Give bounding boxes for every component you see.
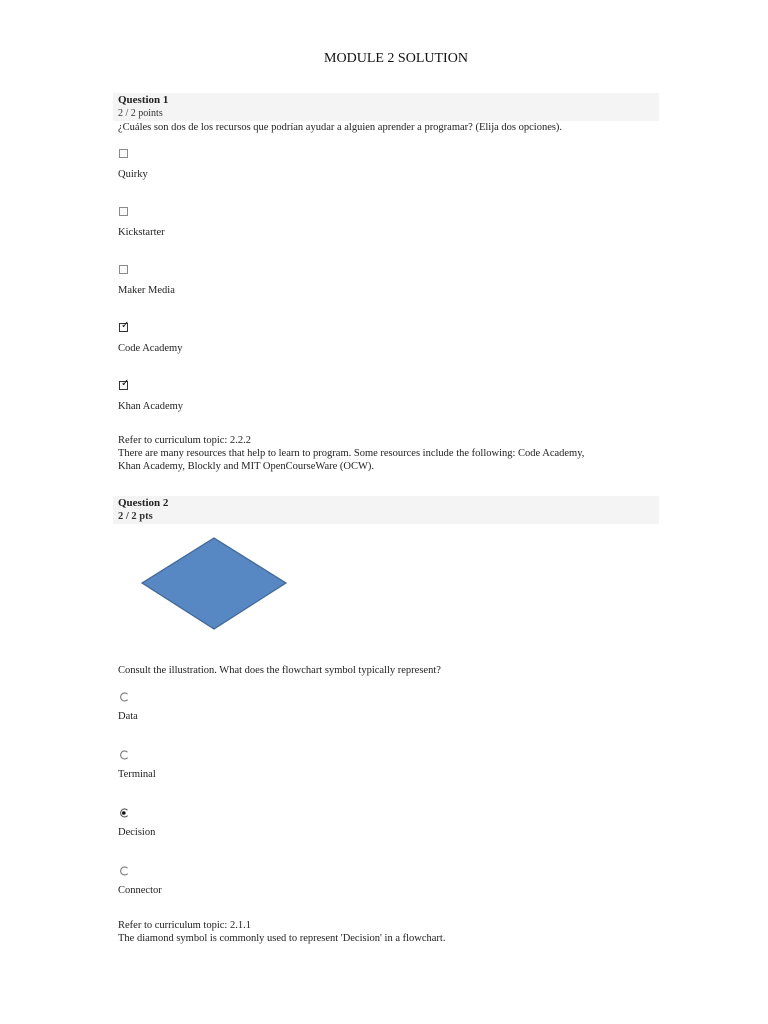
- flowchart-diamond-illustration: [140, 536, 290, 632]
- q1-option-label: Quirky: [118, 169, 148, 180]
- question-1-score: 2 / 2 points: [118, 108, 163, 119]
- q1-checkbox-khan-academy[interactable]: [119, 378, 130, 390]
- question-1-prompt: ¿Cuáles son dos de los recursos que podrían ayudar a alguien aprender a programar? (Elija dos opciones).: [118, 122, 563, 133]
- question-2-title: Question 2: [118, 497, 169, 509]
- q1-checkbox-kickstarter[interactable]: [119, 207, 128, 216]
- q2-option-label: Decision: [118, 827, 156, 838]
- q1-checkbox-maker-media[interactable]: [119, 265, 128, 274]
- q2-radio-decision[interactable]: [119, 808, 129, 818]
- question-2-score: 2 / 2 pts: [118, 511, 153, 522]
- question-2-feedback-text: The diamond symbol is commonly used to represent 'Decision' in a flowchart.: [118, 933, 446, 944]
- question-2-prompt: Consult the illustration. What does the flowchart symbol typically represent?: [118, 665, 441, 676]
- q1-checkbox-code-academy[interactable]: [119, 320, 130, 332]
- diamond-symbol: [142, 538, 286, 629]
- q2-radio-terminal[interactable]: [119, 750, 129, 760]
- question-1-header: [113, 93, 659, 121]
- q2-radio-data[interactable]: [119, 692, 129, 702]
- checkmark-icon: ✓: [121, 378, 130, 389]
- q2-radio-connector[interactable]: [119, 866, 129, 876]
- radio-selected-dot-icon: [122, 811, 126, 815]
- q2-option-label: Terminal: [118, 769, 156, 780]
- question-1-feedback-text: There are many resources that help to learn to program. Some resources include the following: Code Academy, Khan Academy, Blockly and MIT OpenCourseWare (OCW).: [118, 448, 585, 472]
- q1-option-label: Khan Academy: [118, 401, 184, 412]
- question-2-header: [113, 496, 659, 524]
- q2-option-label: Data: [118, 711, 138, 722]
- q1-option-label: Maker Media: [118, 285, 175, 296]
- question-1-title: Question 1: [118, 94, 169, 106]
- q1-checkbox-quirky[interactable]: [119, 149, 128, 158]
- question-1-feedback-topic: Refer to curriculum topic: 2.2.2: [118, 435, 251, 446]
- q1-option-label: Kickstarter: [118, 227, 165, 238]
- q1-option-label: Code Academy: [118, 343, 183, 354]
- q2-option-label: Connector: [118, 885, 162, 896]
- page-title: MODULE 2 SOLUTION: [324, 51, 468, 66]
- question-2-feedback-topic: Refer to curriculum topic: 2.1.1: [118, 920, 251, 931]
- checkmark-icon: ✓: [121, 320, 130, 331]
